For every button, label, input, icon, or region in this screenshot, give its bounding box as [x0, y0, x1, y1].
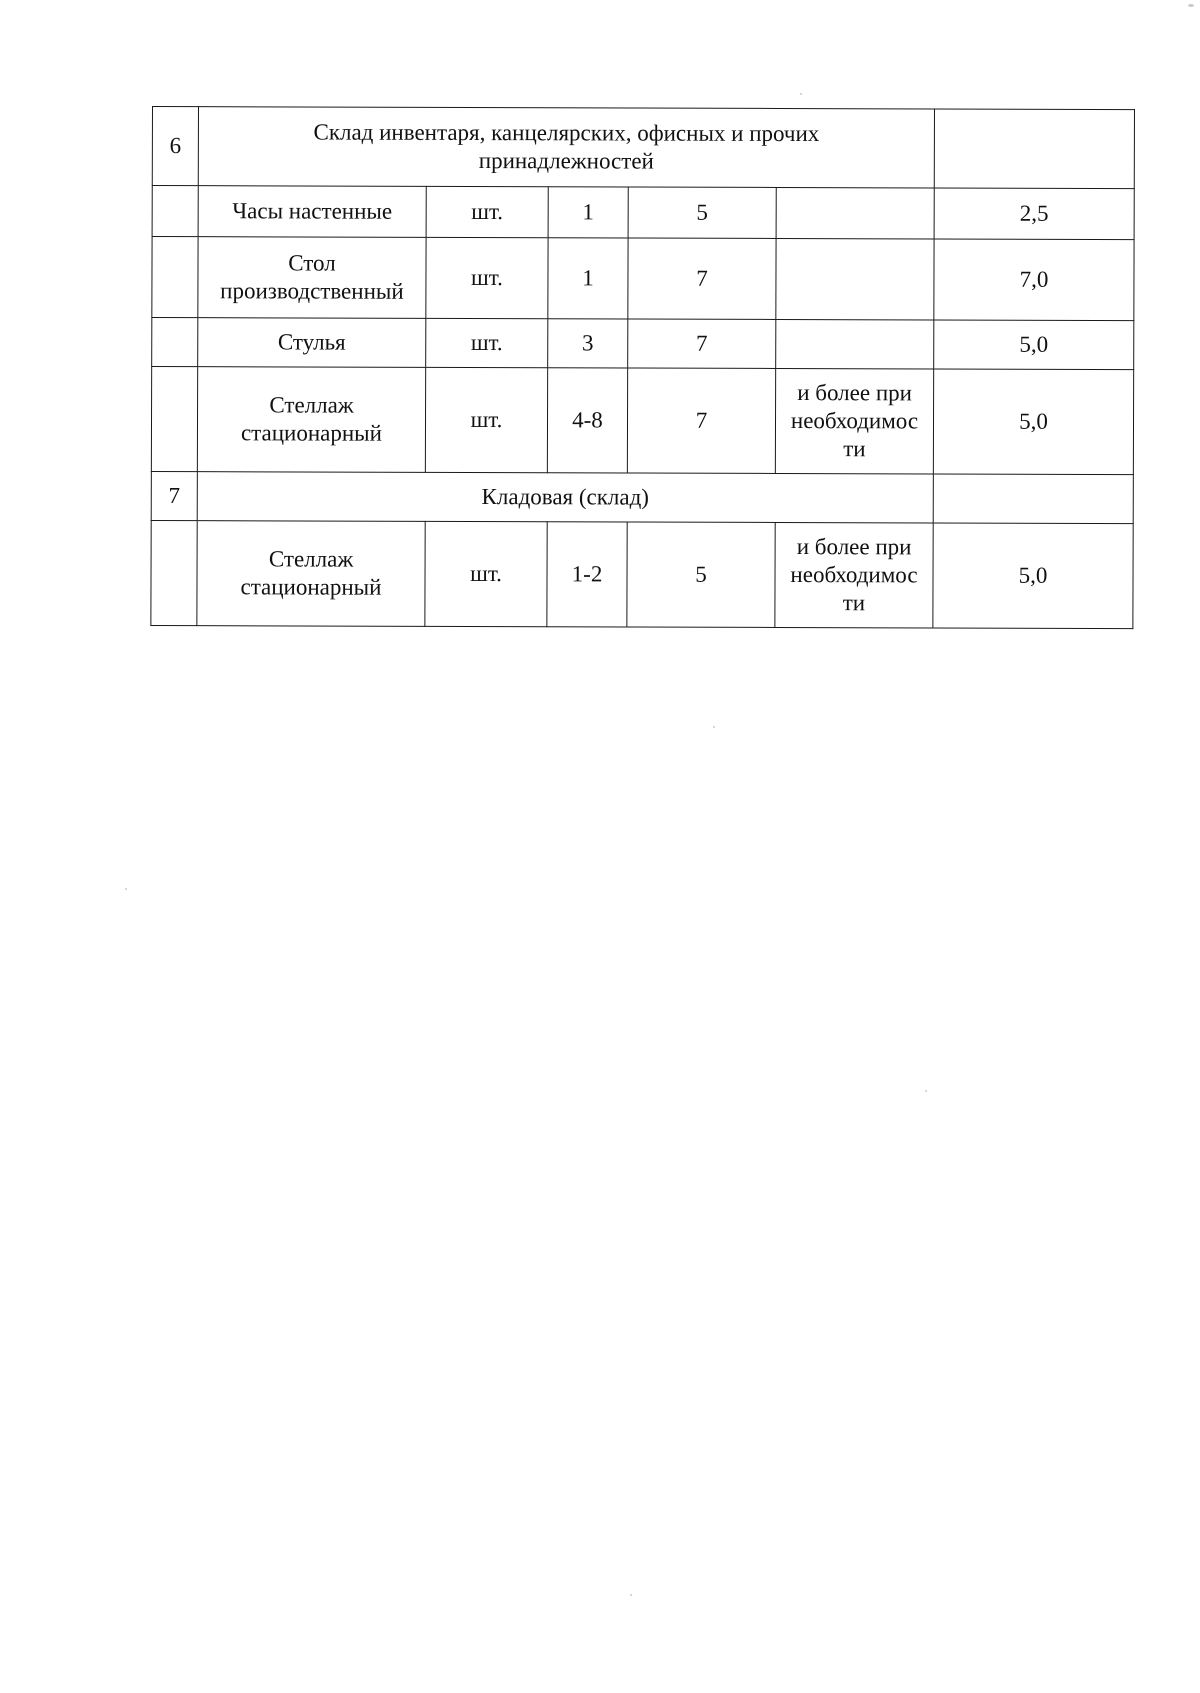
table-row: [151, 367, 1133, 475]
section-number: 7: [151, 471, 197, 520]
years-cell: 7: [628, 319, 776, 368]
unit-cell: шт.: [426, 237, 548, 318]
quantity-cell: 1-2: [547, 522, 627, 627]
table-row: [152, 318, 1134, 370]
value-cell: 7,0: [934, 239, 1134, 321]
note-cell: и более при необходимос ти: [775, 522, 933, 627]
item-name-cell: Часы настенные: [198, 186, 426, 238]
scan-speck: [1188, 4, 1194, 7]
years-cell: 7: [627, 368, 775, 473]
unit-cell: шт.: [426, 318, 548, 367]
note-cell: [776, 187, 934, 238]
years-cell: 7: [628, 238, 776, 319]
scan-speck: [800, 93, 802, 95]
value-cell: [933, 474, 1133, 524]
value-cell: 5,0: [933, 369, 1133, 475]
value-cell: 5,0: [934, 320, 1134, 370]
table-row: [152, 237, 1134, 321]
section-title: [198, 107, 934, 188]
scan-speck: [125, 888, 127, 890]
note-cell: и более при необходимос ти: [775, 368, 933, 473]
scan-speck: [713, 726, 715, 728]
item-name-cell: Стулья: [198, 318, 426, 368]
value-cell: 2,5: [934, 188, 1134, 240]
table-row: [152, 186, 1134, 240]
value-cell: 5,0: [933, 523, 1133, 629]
note-cell: [776, 238, 934, 319]
section-row-7: [151, 471, 1133, 523]
quantity-cell: 4-8: [547, 368, 627, 473]
number-cell: [152, 318, 198, 367]
quantity-cell: 3: [548, 319, 628, 368]
unit-cell: шт.: [426, 186, 548, 237]
years-cell: 5: [628, 187, 776, 238]
number-cell: [152, 186, 198, 237]
inventory-table: [150, 106, 1135, 629]
item-name-cell: Стеллаж стационарный: [197, 367, 425, 473]
note-cell: [776, 319, 934, 368]
unit-cell: шт.: [425, 367, 547, 472]
table-row: [151, 520, 1133, 628]
section-title: Кладовая (склад): [197, 472, 933, 523]
quantity-cell: 1: [548, 187, 628, 238]
unit-cell: шт.: [425, 521, 547, 626]
scan-speck: [925, 1090, 927, 1092]
item-name-cell: Стеллаж стационарный: [197, 521, 425, 627]
number-cell: [151, 367, 197, 472]
item-name-cell: Стол производственный: [198, 237, 426, 319]
number-cell: [151, 520, 197, 625]
quantity-cell: 1: [548, 238, 628, 319]
value-cell: [934, 109, 1134, 189]
scan-speck: [630, 1594, 632, 1596]
number-cell: [152, 237, 198, 318]
section-row-6: [152, 107, 1134, 189]
section-title-text: Склад инвентаря, канцелярских, офисных и прочих принадлежностей: [313, 119, 820, 174]
section-number: 6: [152, 107, 198, 186]
years-cell: 5: [627, 522, 775, 627]
